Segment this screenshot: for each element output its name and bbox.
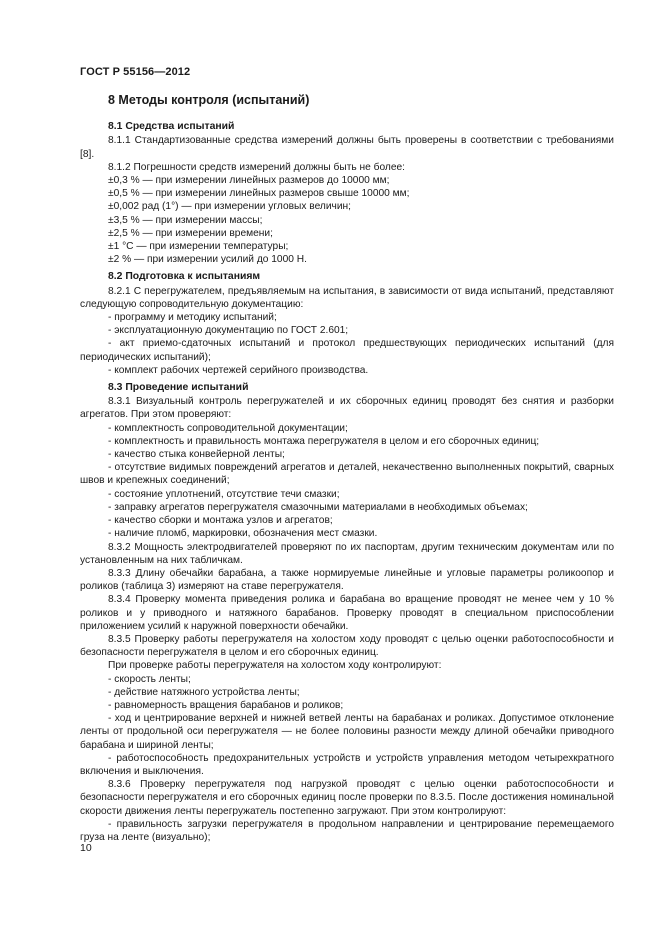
list-item: - качество сборки и монтажа узлов и агрегатов; <box>108 515 333 527</box>
list-item: - комплект рабочих чертежей серийного производства. <box>108 364 369 376</box>
page-number: 10 <box>80 842 92 854</box>
list-item: - отсутствие видимых повреждений агрегатов и деталей, некачественно выполненных покрытий, сварных швов и крепежных соединений; <box>80 462 614 487</box>
list-item: - действие натяжного устройства ленты; <box>108 686 300 698</box>
list-item: ±0,002 рад (1°) — при измерении угловых величин; <box>108 201 351 213</box>
paragraph-8-2-1: 8.2.1 С перегружателем, предъявляемым на испытания, в зависимости от вида испытаний, представляют следующую сопроводительную документацию: <box>80 285 614 310</box>
list-item: - качество стыка конвейерной ленты; <box>108 449 285 461</box>
list-item: - наличие пломб, маркировки, обозначения мест смазки. <box>108 528 378 540</box>
list-item: ±0,5 % — при измерении линейных размеров свыше 10000 мм; <box>108 188 410 200</box>
paragraph-8-1-1: 8.1.1 Стандартизованные средства измерений должны быть проверены в соответствии с требованиями [8]. <box>80 135 614 160</box>
paragraph-idle-check: При проверке работы перегружателя на холостом ходу контролируют: <box>108 660 442 672</box>
list-item: - правильность загрузки перегружателя в продольном направлении и центрирование перемещаемого груза на ленте (визуально); <box>80 818 614 843</box>
list-item: - комплектность и правильность монтажа перегружателя в целом и его сборочных единиц; <box>108 435 540 447</box>
subsection-title-8-1: 8.1 Средства испытаний <box>108 121 235 133</box>
list-item: - работоспособность предохранительных устройств и устройств управления методом четырехкратного включения и выключения. <box>80 752 614 777</box>
document-header: ГОСТ Р 55156—2012 <box>80 66 191 78</box>
list-item: - комплектность сопроводительной документации; <box>108 422 348 434</box>
paragraph-8-3-2: 8.3.2 Мощность электродвигателей проверяют по их паспортам, другим техническим документам или по установленным на них табличкам. <box>80 541 614 566</box>
list-item: - программу и методику испытаний; <box>108 312 277 324</box>
paragraph-8-3-3: 8.3.3 Длину обечайки барабана, а также нормируемые линейные и угловые параметры роликоопор и роликов (таблица 3) измеряют на ставе перегружателя. <box>80 567 614 593</box>
list-item: ±2 % — при измерении усилий до 1000 Н. <box>108 254 307 266</box>
subsection-title-8-3: 8.3 Проведение испытаний <box>108 382 249 394</box>
paragraph-8-3-5: 8.3.5 Проверку работы перегружателя на холостом ходу проводят с целью оценки работоспособности и безопасности перегружателя в целом и его сборочных единиц. <box>80 633 614 659</box>
list-item: - эксплуатационную документацию по ГОСТ 2.601; <box>108 325 349 337</box>
subsection-title-8-2: 8.2 Подготовка к испытаниям <box>108 271 261 283</box>
paragraph-8-3-1: 8.3.1 Визуальный контроль перегружателей и их сборочных единиц проводят без снятия и разборки агрегатов. При этом проверяют: <box>80 396 614 421</box>
list-item: ±0,3 % — при измерении линейных размеров до 10000 мм; <box>108 175 390 187</box>
list-item: ±2,5 % — при измерении времени; <box>108 227 273 239</box>
paragraph-8-3-6: 8.3.6 Проверку перегружателя под нагрузкой проводят с целью оценки работоспособности и безопасности перегружателя и его сборочных единиц после проверки по 8.3.5. После достижения номинальной скорости движения ленты перегружатель постепенно загружают. При этом контролируют: <box>80 779 614 817</box>
list-item: ±3,5 % — при измерении массы; <box>108 214 263 226</box>
list-item: - скорость ленты; <box>108 673 191 685</box>
document-body <box>80 88 614 844</box>
list-item: - равномерность вращения барабанов и роликов; <box>108 699 344 711</box>
list-item: - ход и центрирование верхней и нижней ветвей ленты на барабанах и роликах. Допустимое отклонение ленты от продольной оси перегружателя — не более половины разности между длиной обечайки приводного барабана и шириной ленты; <box>80 713 614 751</box>
list-item: - акт приемо-сдаточных испытаний и протокол предшествующих периодических испытаний (для периодических испытаний); <box>80 338 614 363</box>
list-item: - заправку агрегатов перегружателя смазочными материалами в необходимых объемах; <box>108 501 528 513</box>
paragraph-8-1-2: 8.1.2 Погрешности средств измерений должны быть не более: <box>108 161 406 173</box>
list-item: - состояние уплотнений, отсутствие течи смазки; <box>108 488 340 500</box>
section-title: 8 Методы контроля (испытаний) <box>108 93 310 107</box>
paragraph-8-3-4: 8.3.4 Проверку момента приведения ролика и барабана во вращение проводят не менее чем у 10 % роликов и у приводного и натяжного барабанов. Проверку проводят в специальном приспособлении приложением усилий к наружной поверхности обечайки. <box>80 594 614 632</box>
list-item: ±1 °С — при измерении температуры; <box>108 241 289 253</box>
